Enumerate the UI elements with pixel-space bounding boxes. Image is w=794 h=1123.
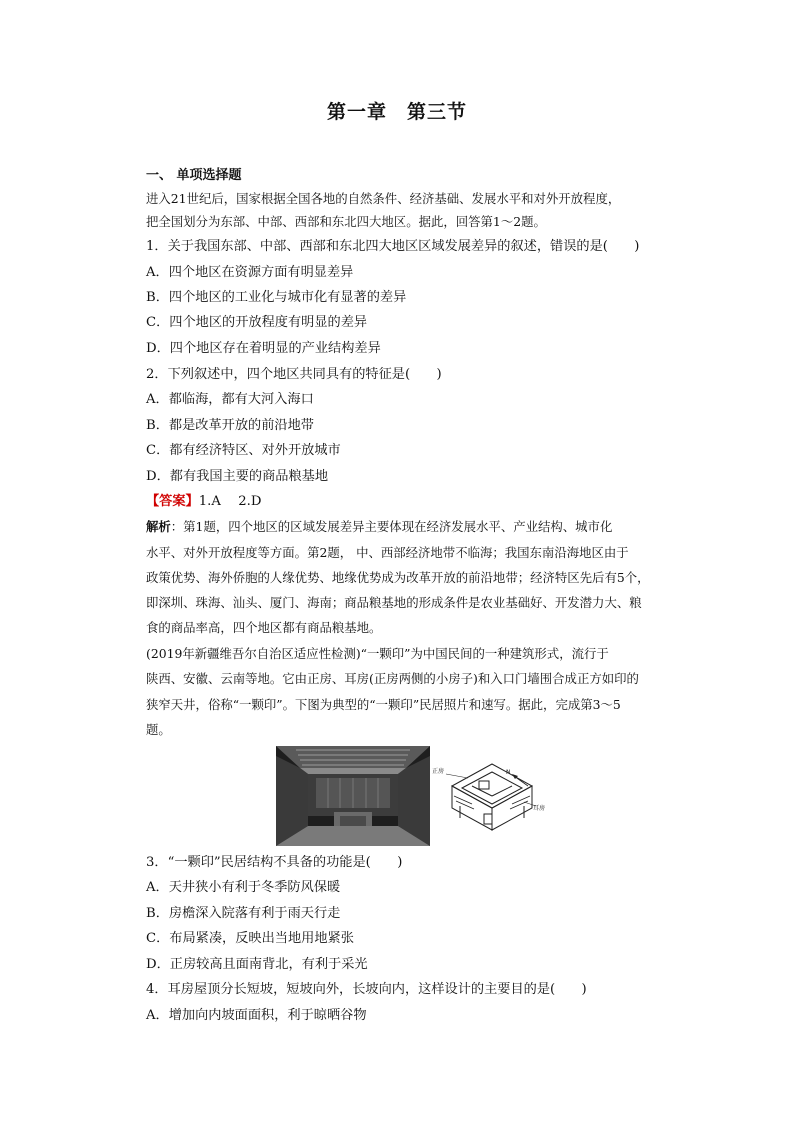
answer-line — [146, 494, 666, 510]
q2-option-b: B．都是改革开放的前沿地带 — [146, 418, 314, 433]
explanation-line-5: 食的商品率高，四个地区都有商品粮基地。 — [146, 620, 382, 635]
intro2-line-4: 题。 — [146, 722, 171, 737]
page-title: 第一章 第三节 — [326, 101, 467, 123]
q1-option-c: C．四个地区的开放程度有明显的差异 — [146, 315, 368, 330]
explanation-line-3: 政策优势、海外侨胞的人缘优势、地缘优势成为改革开放的前沿地带；经济特区先后有5个， — [146, 570, 650, 585]
q2-option-a: A．都临海，都有大河入海口 — [146, 392, 314, 407]
intro2-line-2: 陕西、安徽、云南等地。它由正房、耳房(正房两侧的小房子)和入口门墙围合成正方如印的 — [146, 671, 639, 686]
q3-option-b: B．房檐深入院落有利于雨天行走 — [146, 906, 341, 921]
q3-stem: 3．“一颗印”民居结构不具备的功能是( ) — [146, 855, 403, 870]
intro2-line-1: (2019年新疆维吾尔自治区适应性检测)“一颗印”为中国民间的一种建筑形式，流行于 — [146, 646, 609, 661]
q3-option-c: C．布局紧凑，反映出当地用地紧张 — [146, 931, 354, 946]
q1-option-d: D．四个地区存在着明显的产业结构差异 — [146, 341, 381, 356]
intro1-line-1: 进入21世纪后，国家根据全国各地的自然条件、经济基础、发展水平和对外开放程度， — [146, 191, 621, 206]
explanation-text-1: ：第1题，四个地区的区域发展差异主要体现在经济发展水平、产业结构、城市化 — [170, 519, 613, 534]
label-north: N — [506, 769, 511, 776]
explanation-line-4: 即深圳、珠海、汕头、厦门、海南；商品粮基地的形成条件是农业基础好、开发潜力大、粮 — [146, 595, 642, 610]
q1-stem: 1．关于我国东部、中部、西部和东北四大地区区域发展差异的叙述，错误的是( ) — [146, 239, 640, 254]
answer-text: 1.A 2.D — [198, 494, 262, 509]
label-side-house: 耳房 — [533, 805, 546, 812]
courtyard-photo-drawing — [276, 746, 430, 846]
q3-option-d: D．正房较高且面南背北，有利于采光 — [146, 957, 368, 972]
q2-option-c: C．都有经济特区、对外开放城市 — [146, 443, 341, 458]
label-main-house: 正房 — [432, 768, 445, 775]
explanation-line-1 — [146, 519, 666, 535]
q2-stem: 2．下列叙述中，四个地区共同具有的特征是( ) — [146, 367, 442, 382]
intro2-line-3: 狭窄天井，俗称“一颗印”。下图为典型的“一颗印”民居照片和速写。据此，完成第3～5 — [146, 697, 621, 712]
yikeyin-figure — [276, 746, 556, 846]
intro1-line-2: 把全国划分为东部、中部、西部和东北四大地区。据此，回答第1～2题。 — [146, 214, 546, 229]
courtyard-photo — [276, 746, 430, 846]
answer-tag: 【答案】 — [146, 494, 199, 509]
q1-option-b: B．四个地区的工业化与城市化有显著的差异 — [146, 290, 407, 305]
q2-option-d: D．都有我国主要的商品粮基地 — [146, 469, 329, 484]
courtyard-sketch-drawing — [432, 746, 556, 846]
explanation-tag: 解析 — [146, 519, 171, 534]
courtyard-sketch — [432, 746, 556, 846]
explanation-line-2: 水平、对外开放程度等方面。第2题， 中、西部经济地带不临海；我国东南沿海地区由于 — [146, 545, 629, 560]
q3-option-a: A．天井狭小有利于冬季防风保暖 — [146, 880, 341, 895]
section-heading: 一、 单项选择题 — [146, 168, 242, 183]
q4-option-a: A．增加向内坡面面积，利于晾晒谷物 — [146, 1008, 367, 1023]
q4-stem: 4．耳房屋顶分长短坡，短坡向外，长坡向内，这样设计的主要目的是( ) — [146, 982, 587, 997]
q1-option-a: A．四个地区在资源方面有明显差异 — [146, 265, 354, 280]
